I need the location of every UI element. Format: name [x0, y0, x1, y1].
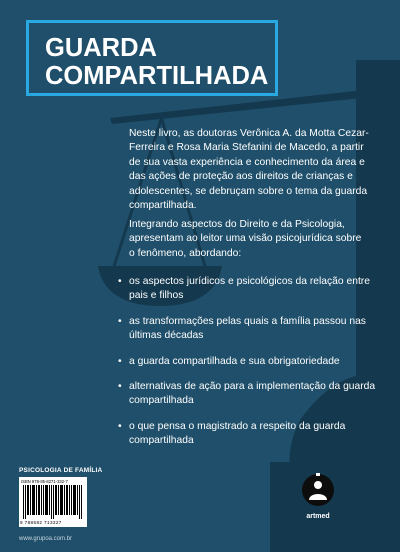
barcode-bars: [23, 485, 83, 519]
ean-number: 9 788582 713327: [20, 520, 62, 525]
publisher-website: www.grupoa.com.br: [19, 536, 73, 542]
list-item: • os aspectos jurídicos e psicológicos da relação entre pais e filhos: [118, 276, 370, 302]
intro-paragraph: Neste livro, as doutoras Verônica A. da Motta Cezar-Ferreira e Rosa Maria Stefanini de Macedo, a partir de sua vasta experiência e conhecimento da área e das ações de proteção aos direitos de crianças e adolescentes, se debruçam sobre o tema da guarda compartilhada.: [129, 128, 369, 212]
bullet-icon: •: [118, 381, 122, 393]
book-title: [45, 34, 268, 90]
topics-list: [118, 275, 378, 449]
series-label: PSICOLOGIA DE FAMÍLIA: [19, 467, 103, 474]
book-title-line-1: GUARDA: [45, 34, 157, 62]
bullet-icon: •: [118, 315, 122, 327]
list-item: • alternativas de ação para a implementação da guarda compartilhada: [118, 381, 376, 407]
bullet-icon: •: [118, 355, 122, 367]
list-item: • o que pensa o magistrado a respeito da guarda compartilhada: [118, 420, 346, 447]
list-item: • a guarda compartilhada e sua obrigatoriedade: [118, 355, 378, 369]
list-item: • as transformações pelas quais a família passou nas últimas décadas: [118, 315, 366, 342]
book-title-line-2: COMPARTILHADA: [45, 62, 269, 90]
barcode: [19, 477, 87, 527]
approach-paragraph: Integrando aspectos do Direito e da Psicologia, apresentam ao leitor uma visão psicojurídica sobre o fenômeno, abordando:: [129, 219, 362, 259]
publisher-name: artmed: [306, 513, 330, 520]
bullet-icon: •: [118, 276, 122, 287]
isbn-text: ISBN 978-85-8271-332-7: [21, 479, 68, 484]
bullet-icon: •: [118, 420, 122, 432]
